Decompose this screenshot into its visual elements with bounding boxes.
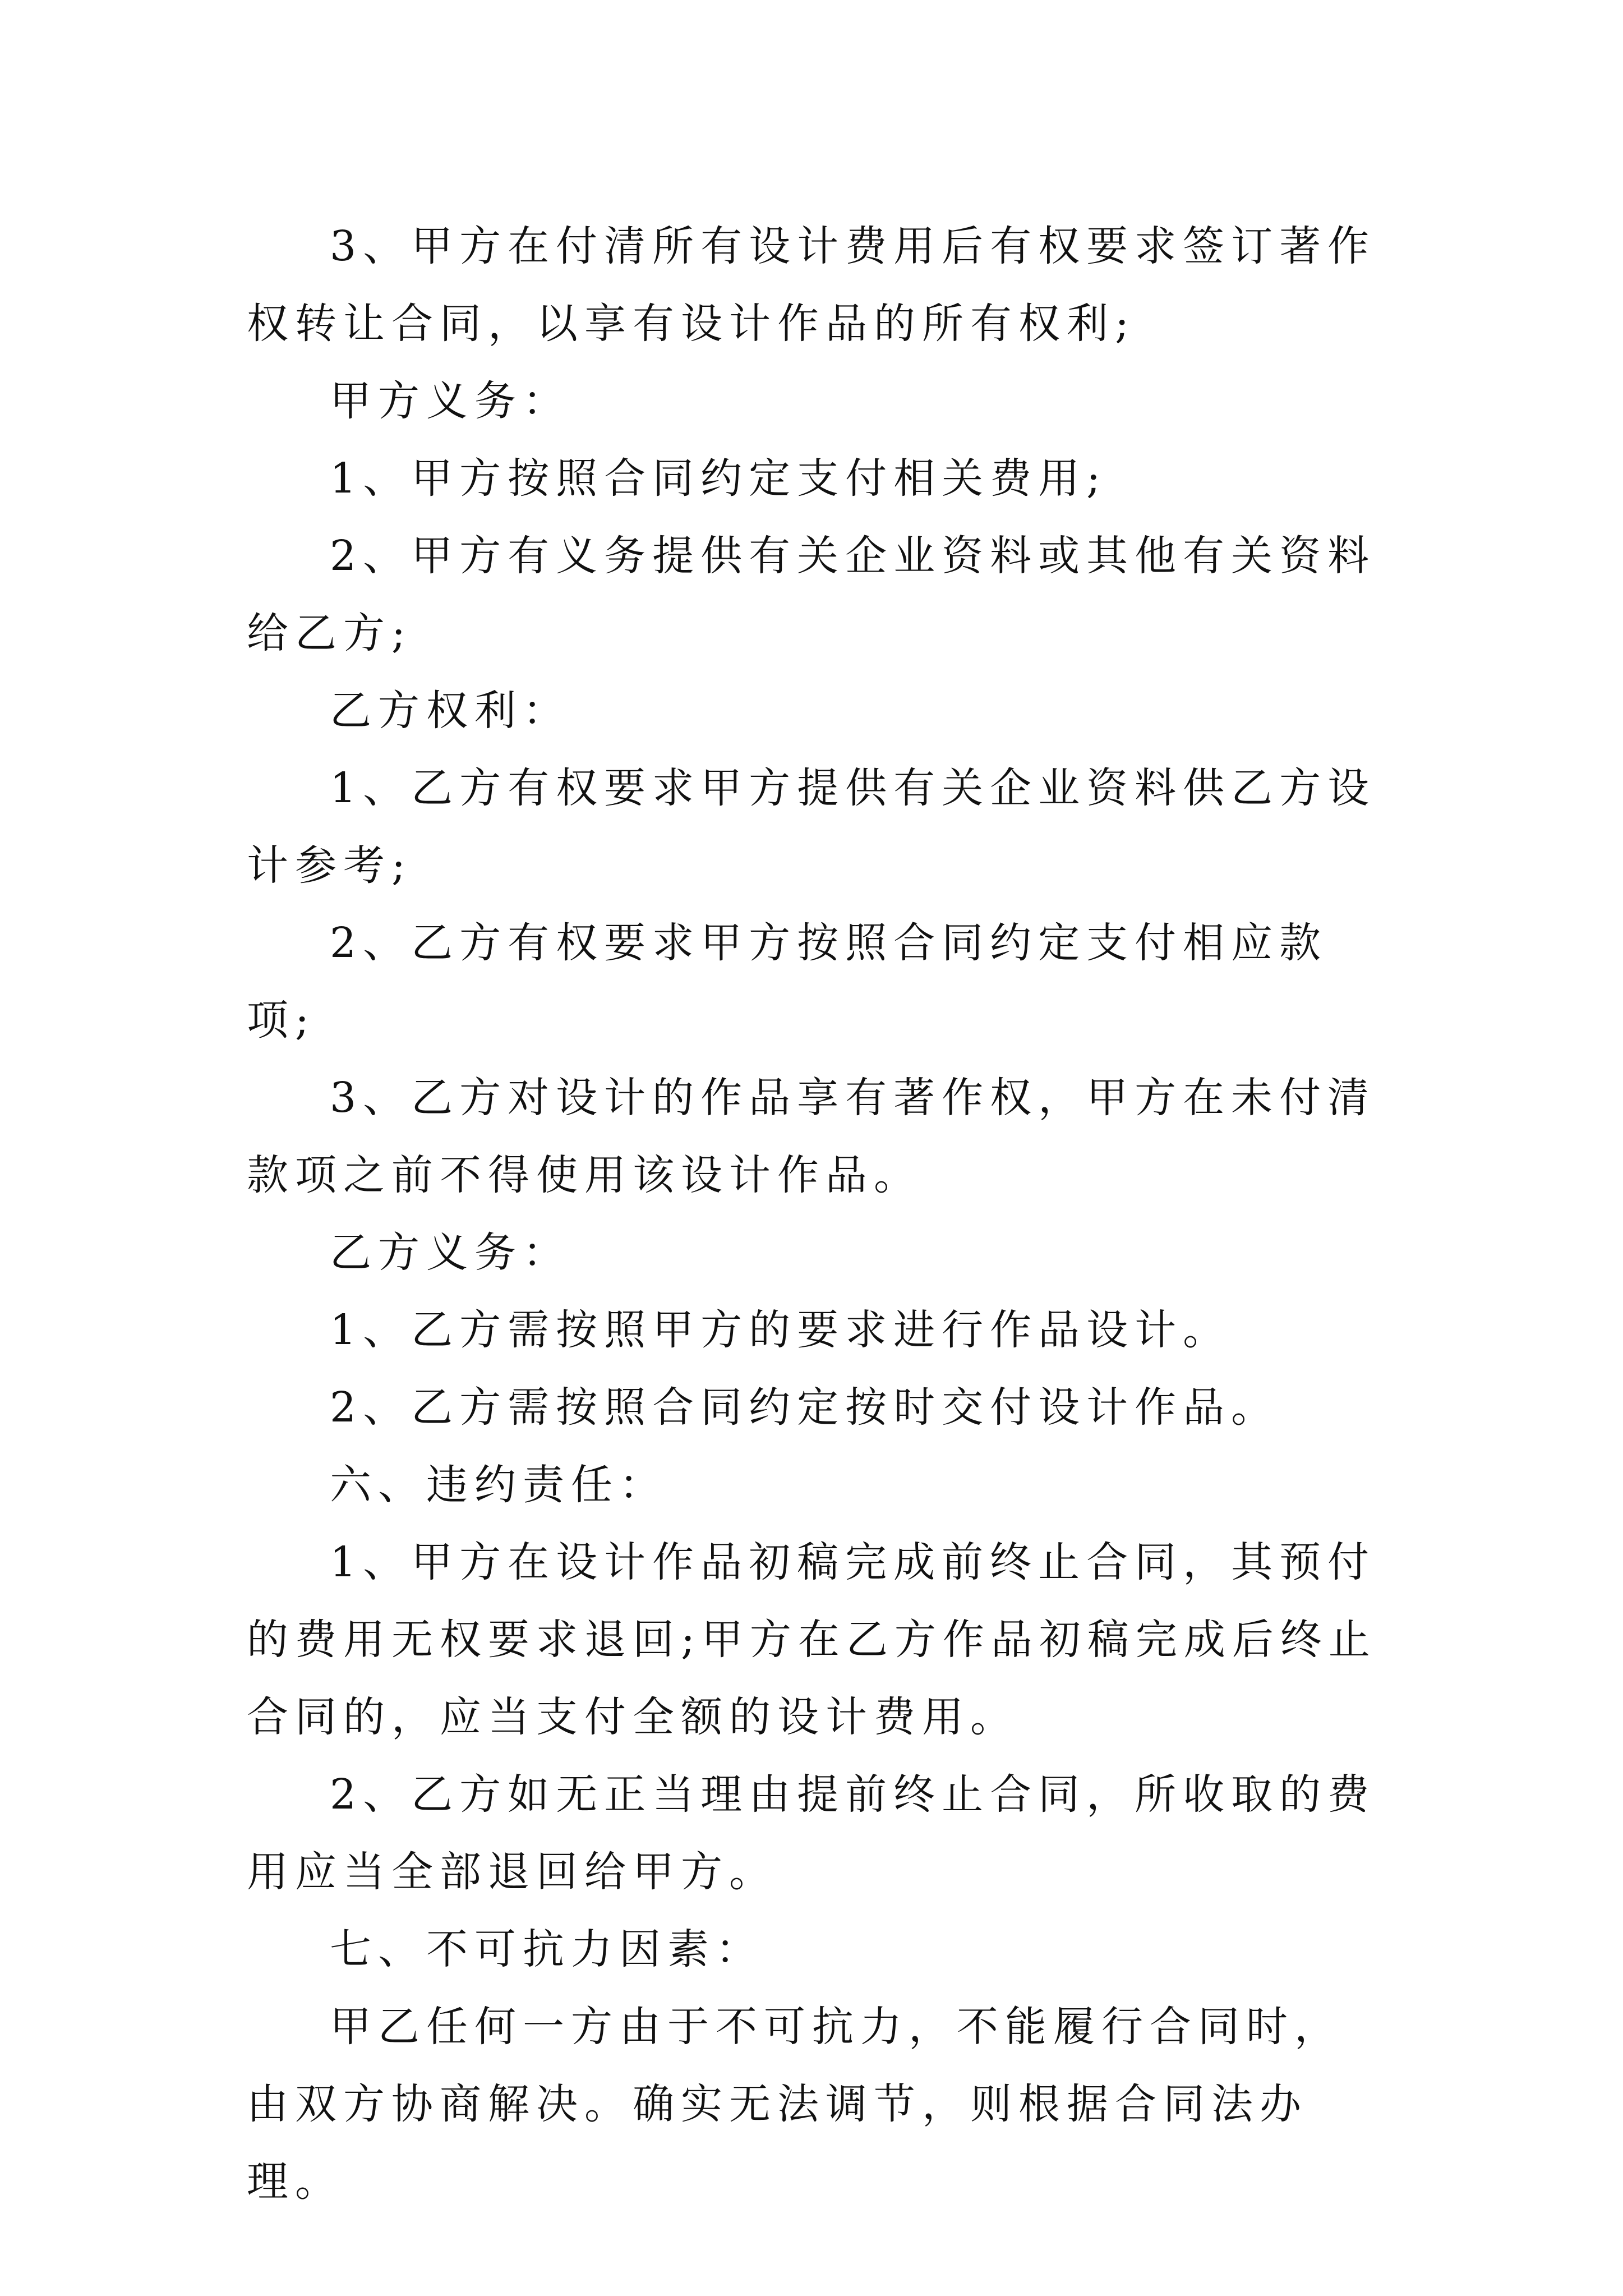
paragraph-party-b-right-1: 1、乙方有权要求甲方提供有关企业资料供乙方设计参考; [247,764,1376,890]
heading-party-b-rights: 乙方权利： [330,687,571,735]
heading-force-majeure: 七、不可抗力因素： [330,1925,764,1973]
document-body [247,208,1385,2220]
paragraph-party-a-obligation-2: 2、甲方有义务提供有关企业资料或其他有关资料给乙方; [247,532,1376,657]
paragraph-party-b-obligation-2: 2、乙方需按照合同约定按时交付设计作品。 [330,1383,1280,1432]
paragraph-party-b-right-3: 3、乙方对设计的作品享有著作权，甲方在未付清款项之前不得使用该设计作品。 [247,1074,1376,1199]
paragraph-breach-2: 2、乙方如无正当理由提前终止合同，所收取的费用应当全部退回给甲方。 [247,1770,1376,1896]
paragraph-clause-3-copyright-transfer: 3、甲方在付清所有设计费用后有权要求签订著作权转让合同，以享有设计作品的所有权利; [247,222,1376,348]
paragraph-breach-1: 1、甲方在设计作品初稿完成前终止合同，其预付的费用无权要求退回;甲方在乙方作品初稿完成后终止合同的，应当支付全额的设计费用。 [247,1538,1377,1741]
paragraph-force-majeure: 甲乙任何一方由于不可抗力，不能履行合同时，由双方协商解决。确实无法调节，则根据合同法办理。 [247,2003,1343,2206]
paragraph-party-b-obligation-1: 1、乙方需按照甲方的要求进行作品设计。 [330,1306,1232,1354]
heading-breach-liability: 六、违约责任： [330,1461,667,1509]
heading-party-a-obligations: 甲方义务： [330,377,571,425]
paragraph-party-b-right-2: 2、乙方有权要求甲方按照合同约定支付相应款项; [247,919,1328,1045]
heading-party-b-obligations: 乙方义务： [330,1228,571,1277]
paragraph-party-a-obligation-1: 1、甲方按照合同约定支付相关费用; [330,454,1108,503]
